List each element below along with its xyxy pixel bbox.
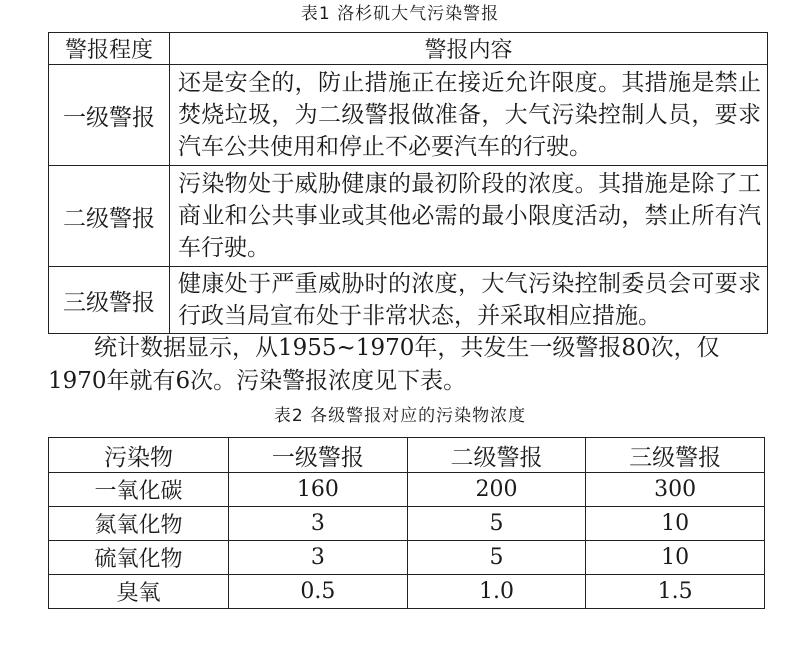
table1-caption: 表1 洛杉矶大气污染警报	[300, 4, 500, 24]
level-1-value: 3	[229, 507, 408, 541]
header-level-1: 一级警报	[229, 438, 408, 473]
alert-table	[48, 32, 768, 334]
header-alert-content: 警报内容	[170, 33, 768, 65]
pollutant-name: 硫氧化物	[49, 541, 229, 575]
table2-caption: 表2 各级警报对应的污染物浓度	[273, 406, 527, 426]
level-1-value: 3	[229, 541, 408, 575]
table-row	[49, 65, 768, 166]
table-row	[49, 267, 768, 334]
level-3-value: 1.5	[586, 575, 765, 609]
table-row	[49, 575, 765, 609]
pollutant-name: 一氧化碳	[49, 473, 229, 507]
level-3-value: 10	[586, 541, 765, 575]
table-row	[49, 507, 765, 541]
header-level-2: 二级警报	[407, 438, 586, 473]
level-3-value: 300	[586, 473, 765, 507]
alert-content-cell: 健康处于严重威胁时的浓度，大气污染控制委员会可要求行政当局宣布处于非常状态，并采取相应措施。	[170, 267, 768, 334]
header-alert-level: 警报程度	[49, 33, 170, 65]
alert-table-header-row	[49, 33, 768, 65]
concentration-table-header-row	[49, 438, 765, 473]
alert-level-cell: 一级警报	[49, 65, 170, 166]
concentration-table	[48, 437, 765, 609]
alert-content-cell: 污染物处于威胁健康的最初阶段的浓度。其措施是除了工商业和公共事业或其他必需的最小限度活动，禁止所有汽车行驶。	[170, 166, 768, 267]
level-1-value: 0.5	[229, 575, 408, 609]
pollutant-name: 臭氧	[49, 575, 229, 609]
level-2-value: 5	[407, 541, 586, 575]
table-row	[49, 166, 768, 267]
alert-content-cell: 还是安全的，防止措施正在接近允许限度。其措施是禁止焚烧垃圾，为二级警报做准备，大气污染控制人员，要求汽车公共使用和停止不必要汽车的行驶。	[170, 65, 768, 166]
level-2-value: 5	[407, 507, 586, 541]
pollutant-name: 氮氧化物	[49, 507, 229, 541]
table-row	[49, 541, 765, 575]
header-pollutant: 污染物	[49, 438, 229, 473]
level-2-value: 1.0	[407, 575, 586, 609]
table-row	[49, 473, 765, 507]
level-2-value: 200	[407, 473, 586, 507]
alert-level-cell: 三级警报	[49, 267, 170, 334]
body-paragraph: 统计数据显示，从1955~1970年，共发生一级警报80次，仅1970年就有6次。污染警报浓度见下表。	[48, 335, 720, 394]
header-level-3: 三级警报	[586, 438, 765, 473]
level-1-value: 160	[229, 473, 408, 507]
alert-level-cell: 二级警报	[49, 166, 170, 267]
level-3-value: 10	[586, 507, 765, 541]
